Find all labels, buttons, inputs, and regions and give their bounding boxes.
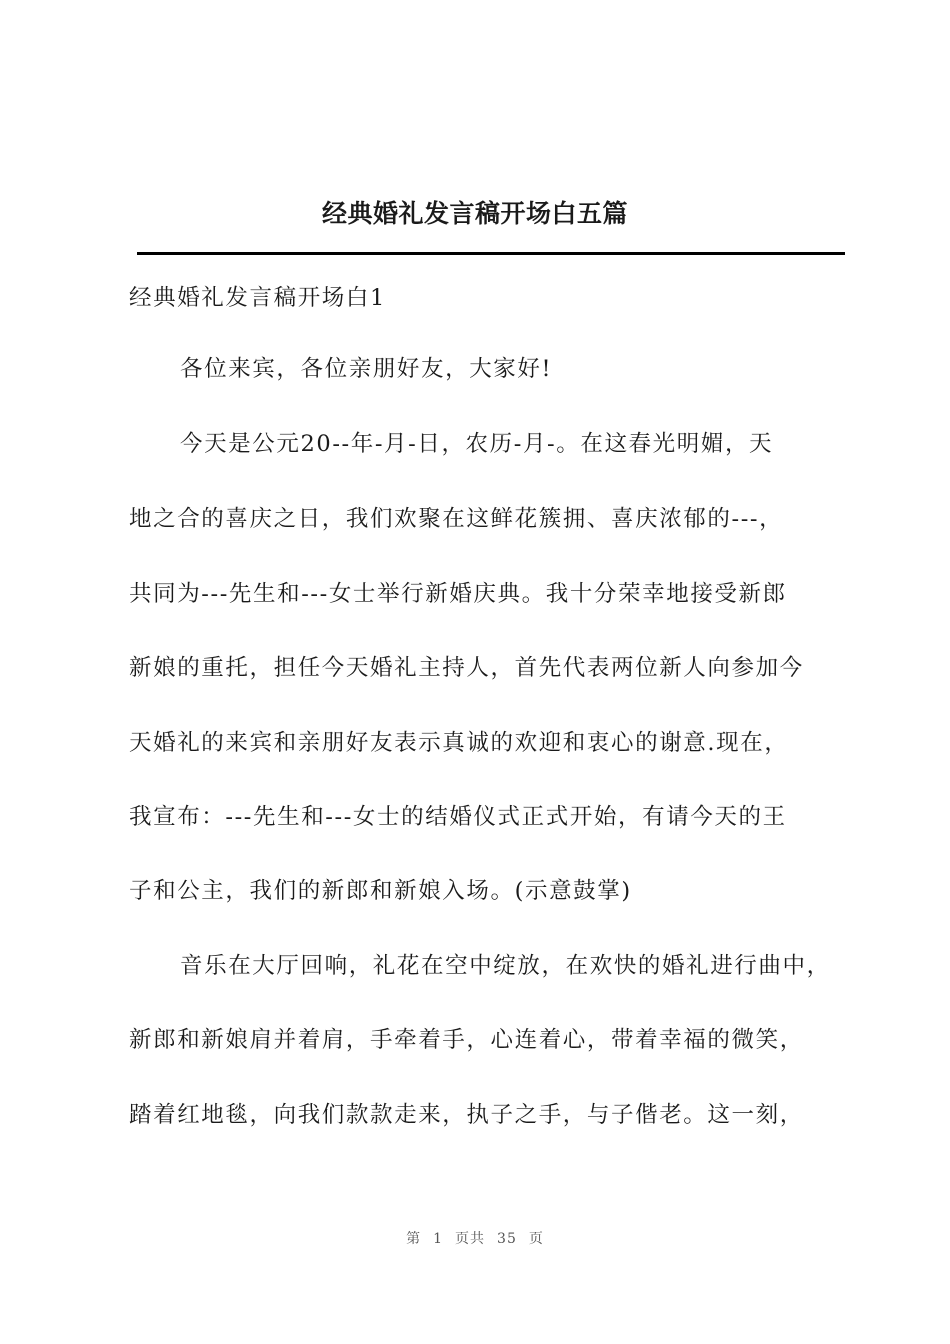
paragraph-line: 踏着红地毯，向我们款款走来，执子之手，与子偕老。这一刻， (129, 1102, 804, 1128)
paragraph-line: 音乐在大厅回响，礼花在空中绽放，在欢快的婚礼进行曲中， (180, 953, 831, 979)
paragraph-line: 新郎和新娘肩并着肩，手牵着手，心连着心，带着幸福的微笑， (129, 1027, 804, 1053)
document-title: 经典婚礼发言稿开场白五篇 (321, 199, 628, 228)
paragraph-line: 共同为---先生和---女士举行新婚庆典。我十分荣幸地接受新郎 (129, 581, 787, 607)
paragraph-line: 新娘的重托，担任今天婚礼主持人，首先代表两位新人向参加今 (129, 655, 804, 681)
section-heading: 经典婚礼发言稿开场白1 (129, 285, 386, 311)
page-footer (0, 1228, 950, 1248)
paragraph-line: 天婚礼的来宾和亲朋好友表示真诚的欢迎和衷心的谢意.现在， (129, 730, 789, 756)
footer-middle: 页共 (455, 1231, 486, 1247)
paragraph-line: 我宣布：---先生和---女士的结婚仪式正式开始，有请今天的王 (129, 804, 787, 830)
footer-total-pages: 35 (497, 1231, 517, 1247)
footer-page-number: 1 (433, 1231, 444, 1247)
footer-prefix: 第 (406, 1231, 422, 1247)
paragraph-line: 地之合的喜庆之日，我们欢聚在这鲜花簇拥、喜庆浓郁的---， (129, 506, 784, 532)
paragraph-line: 各位来宾，各位亲朋好友，大家好! (180, 356, 553, 382)
paragraph-line: 今天是公元20--年-月-日，农历-月-。在这春光明媚，天 (180, 431, 774, 457)
title-underline (137, 252, 845, 255)
paragraph-line: 子和公主，我们的新郎和新娘入场。(示意鼓掌) (129, 878, 632, 904)
footer-suffix: 页 (528, 1231, 544, 1247)
